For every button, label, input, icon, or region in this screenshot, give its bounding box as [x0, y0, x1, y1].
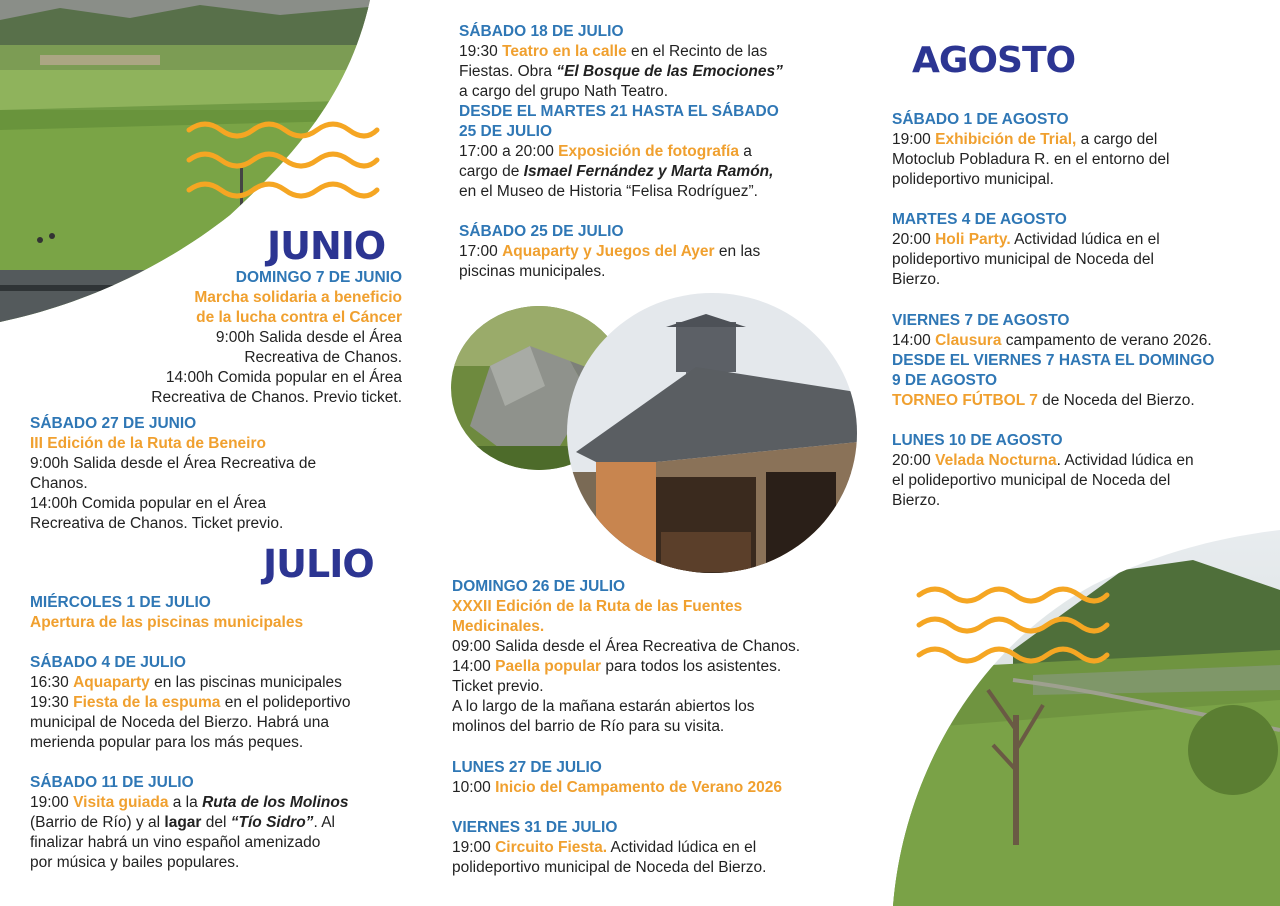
event-time: 10:00 — [452, 779, 491, 796]
event-highlight: TORNEO FÚTBOL 7 — [892, 392, 1038, 409]
event-highlight: Teatro en la calle — [502, 43, 627, 60]
wave-decoration — [916, 583, 1111, 673]
event-text: Actividad lúdica en el — [607, 839, 757, 856]
event-julio-4 — [30, 653, 430, 753]
event-text: Motoclub Pobladura R. en el entorno del — [892, 151, 1170, 168]
event-text: del — [201, 814, 231, 831]
event-julio-21-25 — [459, 102, 859, 202]
event-emphasis: Ismael Fernández y Marta Ramón, — [523, 163, 774, 180]
wave-decoration — [186, 118, 381, 208]
event-text: 9:00h Salida desde el Área — [215, 329, 402, 346]
event-date: LUNES 10 DE AGOSTO — [892, 432, 1063, 449]
event-text: Bierzo. — [892, 271, 941, 288]
event-emphasis: “Tío Sidro” — [230, 814, 314, 831]
event-highlight: Aquaparty — [73, 674, 150, 691]
event-text: 9:00h Salida desde el Área Recreativa de — [30, 455, 317, 472]
event-title: XXXII Edición de la Ruta de las Fuentes — [452, 598, 743, 615]
event-date: MARTES 4 DE AGOSTO — [892, 211, 1067, 228]
event-text: el polideportivo municipal de Noceda del — [892, 472, 1171, 489]
event-time: 20:00 — [892, 231, 931, 248]
event-julio-1 — [30, 593, 410, 633]
event-text: 14:00h Comida popular en el Área — [165, 369, 402, 386]
event-title: III Edición de la Ruta de Beneiro — [30, 435, 266, 452]
event-text: finalizar habrá un vino español amenizado — [30, 834, 321, 851]
event-date: 25 DE JULIO — [459, 123, 553, 140]
event-date: LUNES 27 DE JULIO — [452, 759, 602, 776]
event-text: A lo largo de la mañana estarán abiertos los — [452, 698, 755, 715]
event-date: 9 DE AGOSTO — [892, 372, 998, 389]
event-text: a — [738, 143, 752, 160]
event-julio-27 — [452, 758, 872, 798]
event-text: en el polideportivo — [220, 694, 351, 711]
event-emphasis: “El Bosque de las Emociones” — [556, 63, 783, 80]
event-date: SÁBADO 27 DE JUNIO — [30, 415, 197, 432]
event-text: en el Museo de Historia “Felisa Rodríguez”. — [459, 183, 758, 200]
event-text: en las piscinas municipales — [149, 674, 342, 691]
event-highlight: Visita guiada — [73, 794, 169, 811]
event-text: Bierzo. — [892, 492, 941, 509]
event-text: . Al — [313, 814, 335, 831]
event-date: SÁBADO 25 DE JULIO — [459, 223, 624, 240]
event-text: (Barrio de Río) y al — [30, 814, 165, 831]
event-time: 20:00 — [892, 452, 931, 469]
event-text: Ticket previo. — [452, 678, 544, 695]
event-time: 19:30 — [459, 43, 498, 60]
event-text: . Actividad lúdica en — [1056, 452, 1194, 469]
event-text: Recreativa de Chanos. Previo ticket. — [151, 389, 402, 406]
event-junio-7 — [40, 268, 402, 408]
event-text: cargo de — [459, 163, 524, 180]
event-agosto-7 — [892, 311, 1277, 351]
event-time: 17:00 — [459, 243, 498, 260]
event-julio-11 — [30, 773, 430, 873]
event-text: para todos los asistentes. — [601, 658, 782, 675]
event-text: campamento de verano 2026. — [1001, 332, 1212, 349]
event-text: Recreativa de Chanos. — [244, 349, 402, 366]
event-julio-25 — [459, 222, 859, 282]
event-text: en el Recinto de las — [626, 43, 768, 60]
event-text: en las — [714, 243, 761, 260]
event-time: 19:30 — [30, 694, 69, 711]
event-text: 09:00 Salida desde el Área Recreativa de Chanos. — [452, 638, 801, 655]
event-text: a cargo del grupo Nath Teatro. — [459, 83, 669, 100]
event-date: SÁBADO 1 DE AGOSTO — [892, 111, 1069, 128]
event-julio-31 — [452, 818, 872, 878]
event-emphasis: Ruta de los Molinos — [202, 794, 349, 811]
event-julio-26 — [452, 577, 872, 737]
event-highlight: Holi Party. — [935, 231, 1011, 248]
event-highlight: Exhibición de Trial, — [935, 131, 1077, 148]
event-text: Actividad lúdica en el — [1010, 231, 1160, 248]
event-title: Apertura de las piscinas municipales — [30, 614, 304, 631]
event-date: DOMINGO 7 DE JUNIO — [235, 269, 402, 286]
event-highlight: Exposición de fotografía — [558, 143, 739, 160]
event-title: Marcha solidaria a beneficio — [194, 289, 402, 306]
event-highlight: Aquaparty y Juegos del Ayer — [502, 243, 715, 260]
event-highlight: Paella popular — [495, 658, 602, 675]
event-title: de la lucha contra el Cáncer — [196, 309, 402, 326]
event-time: 19:00 — [452, 839, 491, 856]
event-text: piscinas municipales. — [459, 263, 606, 280]
month-title-agosto: AGOSTO — [912, 40, 1076, 81]
event-highlight: Fiesta de la espuma — [73, 694, 221, 711]
event-text: Fiestas. Obra — [459, 63, 557, 80]
event-text: Chanos. — [30, 475, 88, 492]
event-time: 14:00 — [892, 332, 931, 349]
event-text: polideportivo municipal de Noceda del — [892, 251, 1154, 268]
month-title-julio: JULIO — [263, 542, 374, 586]
event-agosto-1 — [892, 110, 1272, 190]
event-julio-18 — [459, 22, 859, 102]
event-date: DOMINGO 26 DE JULIO — [452, 578, 626, 595]
event-text: a cargo del — [1076, 131, 1158, 148]
event-date: SÁBADO 4 DE JULIO — [30, 654, 186, 671]
event-date: DESDE EL MARTES 21 HASTA EL SÁBADO — [459, 103, 779, 120]
event-text: municipal de Noceda del Bierzo. Habrá una — [30, 714, 329, 731]
event-time: 16:30 — [30, 674, 69, 691]
event-time: 19:00 — [892, 131, 931, 148]
stone-house-photo — [566, 292, 858, 575]
event-agosto-4 — [892, 210, 1272, 290]
event-text: merienda popular para los más peques. — [30, 734, 304, 751]
event-highlight: Inicio del Campamento de Verano 2026 — [495, 779, 782, 796]
event-text: 14:00h Comida popular en el Área — [30, 495, 267, 512]
event-text: de Noceda del Bierzo. — [1037, 392, 1195, 409]
event-text: polideportivo municipal. — [892, 171, 1054, 188]
event-title: Medicinales. — [452, 618, 545, 635]
event-date: SÁBADO 18 DE JULIO — [459, 23, 624, 40]
event-highlight: Clausura — [935, 332, 1002, 349]
event-date: MIÉRCOLES 1 DE JULIO — [30, 594, 211, 611]
event-emphasis: lagar — [164, 814, 202, 831]
event-highlight: Circuito Fiesta. — [495, 839, 608, 856]
event-date: SÁBADO 11 DE JULIO — [30, 774, 194, 791]
month-title-junio: JUNIO — [267, 224, 386, 268]
event-highlight: Velada Nocturna — [935, 452, 1057, 469]
event-date: VIERNES 7 DE AGOSTO — [892, 312, 1070, 329]
event-text: por música y bailes populares. — [30, 854, 240, 871]
event-date: VIERNES 31 DE JULIO — [452, 819, 618, 836]
event-time: 14:00 — [452, 658, 491, 675]
event-date: DESDE EL VIERNES 7 HASTA EL DOMINGO — [892, 352, 1215, 369]
event-text: molinos del barrio de Río para su visita. — [452, 718, 725, 735]
event-time: 19:00 — [30, 794, 69, 811]
event-junio-27 — [30, 414, 410, 534]
event-time: 17:00 a 20:00 — [459, 143, 554, 160]
event-text: Recreativa de Chanos. Ticket previo. — [30, 515, 284, 532]
event-text: polideportivo municipal de Noceda del Bierzo. — [452, 859, 767, 876]
event-agosto-7-9 — [892, 351, 1277, 411]
event-text: a la — [168, 794, 203, 811]
event-agosto-10 — [892, 431, 1272, 511]
